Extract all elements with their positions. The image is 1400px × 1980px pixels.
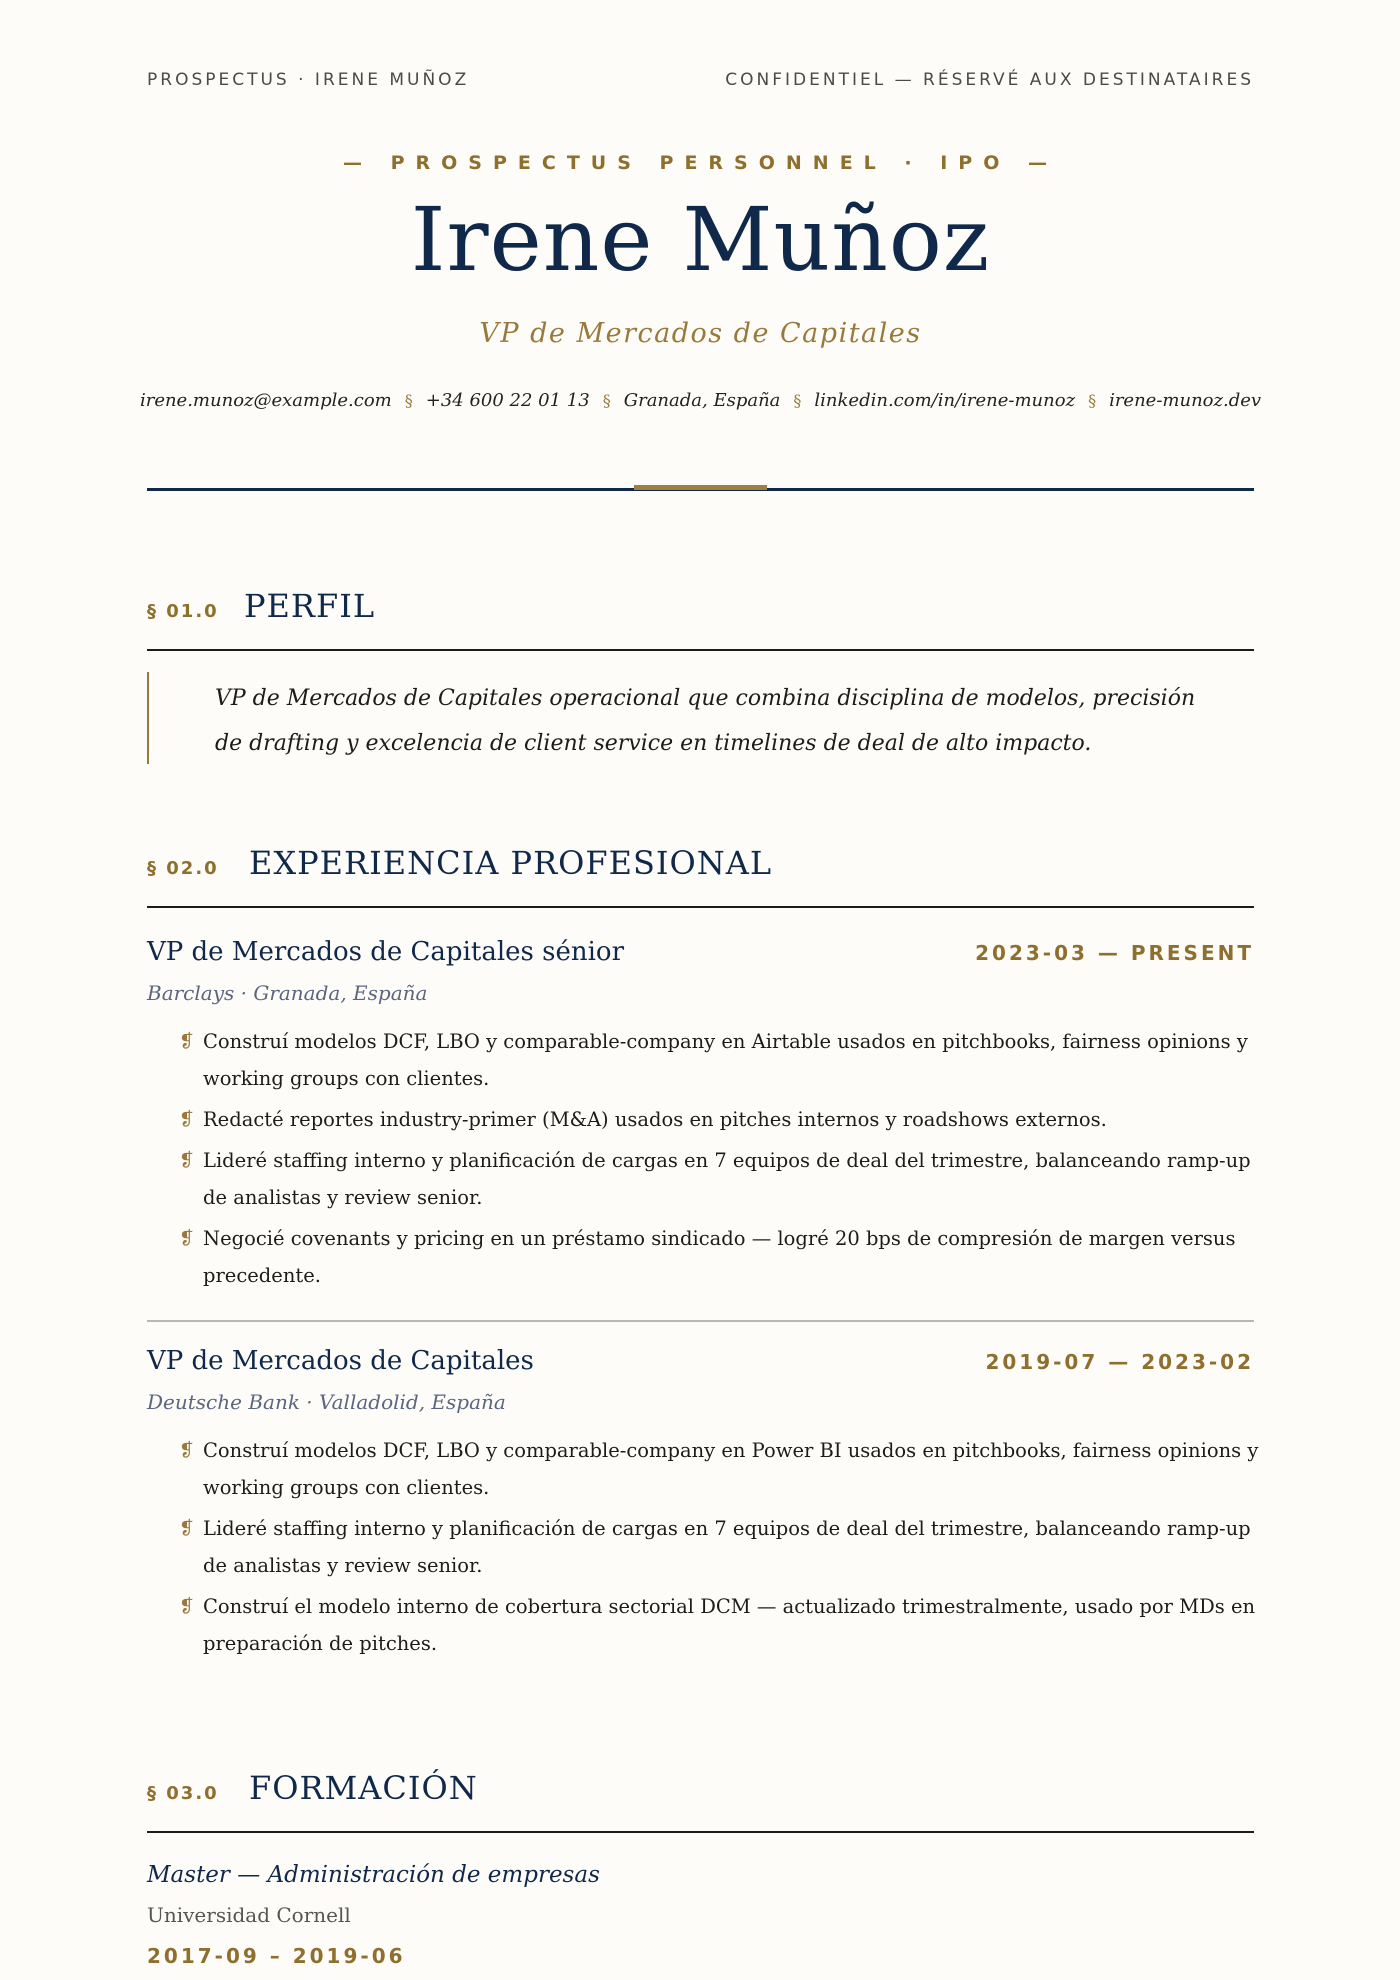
list-item	[179, 1023, 1259, 1097]
job-bullets	[179, 1023, 1259, 1298]
candidate-name: Irene Muñoz	[410, 188, 991, 291]
list-item	[179, 1220, 1259, 1294]
bullet-text: Lideré staffing interno y planificación de cargas en 7 equipos de deal del trimestre, balanceando ramp-up de analistas y review senior.	[203, 1149, 1251, 1209]
bullet-text: Negocié covenants y pricing en un préstamo sindicado — logré 20 bps de compresión de margen versus precedente.	[203, 1227, 1236, 1287]
job-divider	[147, 1320, 1254, 1322]
pilcrow-icon: ❡	[179, 1109, 195, 1130]
bullet-text: Construí el modelo interno de cobertura sectorial DCM — actualizado trimestralmente, usado por MDs en preparación de pitches.	[203, 1595, 1256, 1655]
header-left: PROSPECTUS · IRENE MUÑOZ	[147, 70, 470, 90]
profile-text: VP de Mercados de Capitales operacional que combina disciplina de modelos, precisión de drafting y excelencia de client service en timelines de deal de alto impacto.	[215, 686, 1196, 756]
list-item	[179, 1510, 1259, 1584]
job-role: VP de Mercados de Capitales sénior	[147, 937, 625, 967]
profile-summary	[147, 672, 1256, 764]
contact-linkedin[interactable]: linkedin.com/in/irene-munoz	[814, 390, 1076, 411]
section-heading-education	[147, 1771, 1254, 1833]
pilcrow-icon: ❡	[179, 1031, 195, 1052]
job-dates: 2019-07 — 2023-02	[985, 1350, 1254, 1374]
section-title: EXPERIENCIA PROFESIONAL	[249, 844, 773, 882]
section-number: § 01.0	[147, 601, 219, 622]
bullet-text: Construí modelos DCF, LBO y comparable-company en Airtable usados en pitchbooks, fairness opinions y working groups con clientes.	[203, 1030, 1248, 1090]
list-item	[179, 1101, 1259, 1138]
list-item	[179, 1142, 1259, 1216]
pilcrow-icon: ❡	[179, 1150, 195, 1171]
pilcrow-icon: ❡	[179, 1518, 195, 1539]
contact-line	[139, 390, 1262, 411]
pilcrow-icon: ❡	[179, 1596, 195, 1617]
list-item	[179, 1588, 1259, 1662]
section-heading-profile	[147, 589, 1254, 651]
job-organization: Deutsche Bank · Valladolid, España	[147, 1390, 506, 1414]
separator-icon: §	[793, 391, 802, 410]
contact-website[interactable]: irene-munoz.dev	[1109, 390, 1262, 411]
job-bullets	[179, 1432, 1259, 1666]
education-school: Universidad Cornell	[147, 1903, 351, 1927]
eyebrow-label: — PROSPECTUS PERSONNEL · IPO —	[342, 152, 1058, 174]
separator-icon: §	[602, 391, 611, 410]
separator-icon: §	[1088, 391, 1097, 410]
contact-location: Granada, España	[623, 390, 781, 411]
candidate-title: VP de Mercados de Capitales	[479, 318, 922, 349]
header-right: CONFIDENTIEL — RÉSERVÉ AUX DESTINATAIRES	[725, 70, 1254, 90]
education-dates: 2017-09 – 2019-06	[147, 1944, 406, 1968]
job-dates: 2023-03 — PRESENT	[975, 941, 1254, 965]
section-title: PERFIL	[244, 587, 376, 625]
section-heading-experience	[147, 846, 1254, 908]
section-title: FORMACIÓN	[249, 1769, 478, 1807]
pilcrow-icon: ❡	[179, 1440, 195, 1461]
contact-email[interactable]: irene.munoz@example.com	[139, 390, 392, 411]
pilcrow-icon: ❡	[179, 1228, 195, 1249]
contact-phone[interactable]: +34 600 22 01 13	[425, 390, 590, 411]
education-degree: Master — Administración de empresas	[147, 1862, 600, 1888]
header-rule-accent	[634, 485, 767, 490]
bullet-text: Lideré staffing interno y planificación de cargas en 7 equipos de deal del trimestre, balanceando ramp-up de analistas y review senior.	[203, 1517, 1251, 1577]
section-number: § 03.0	[147, 1783, 219, 1804]
job-organization: Barclays · Granada, España	[147, 981, 428, 1005]
running-header	[147, 70, 1254, 90]
section-number: § 02.0	[147, 858, 219, 879]
separator-icon: §	[404, 391, 413, 410]
bullet-text: Construí modelos DCF, LBO y comparable-company en Power BI usados en pitchbooks, fairness opinions y working groups con clientes.	[203, 1439, 1259, 1499]
job-role: VP de Mercados de Capitales	[147, 1346, 534, 1376]
bullet-text: Redacté reportes industry-primer (M&A) usados en pitches internos y roadshows externos.	[203, 1108, 1107, 1131]
list-item	[179, 1432, 1259, 1506]
